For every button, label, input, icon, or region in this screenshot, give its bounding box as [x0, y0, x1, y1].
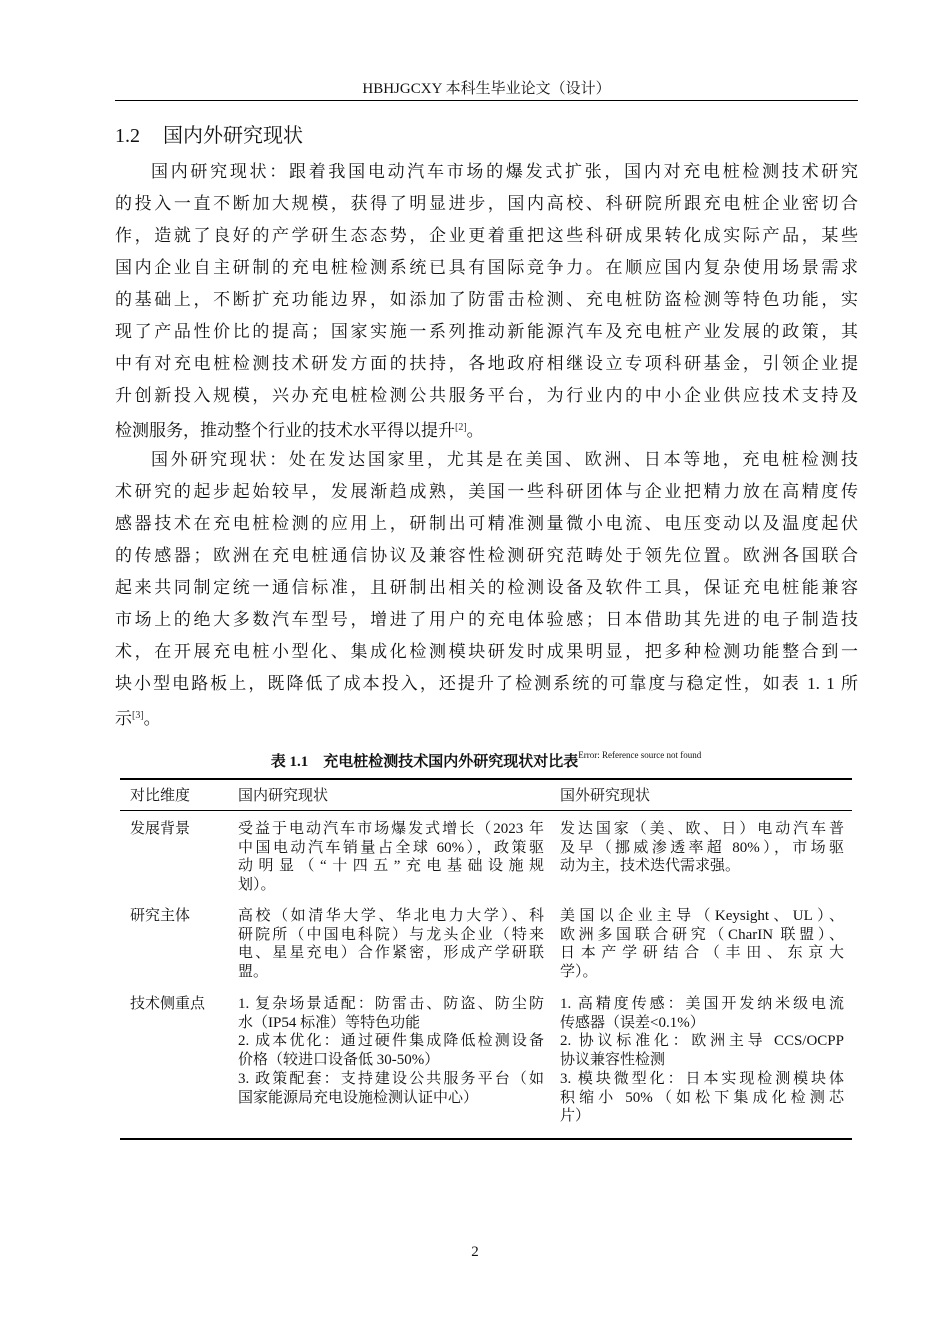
cell-domestic [238, 995, 544, 1107]
cell-line: 2. 成本优化：通过硬件集成降低检测设备 [238, 1033, 544, 1050]
section-number: 1.2 [115, 125, 140, 147]
cell-line: 及早（挪威渗透率超 80%），市场驱 [560, 839, 844, 856]
cell-line: 美国以企业主导（Keysight、UL）、 [560, 908, 844, 924]
row-dimension: 技术侧重点 [130, 996, 206, 1012]
cell-line: 3. 政策配套：支持建设公共服务平台（如 [238, 1070, 544, 1087]
cell-line: 1. 高精度传感：美国开发纳米级电流 [560, 996, 844, 1012]
cell-line: 水（IP54 标准）等特色功能 [238, 1014, 421, 1031]
cell-line: 积缩小 50%（如松下集成化检测芯 [560, 1089, 844, 1106]
paragraph-line: 作，造就了良好的产学研生态态势，企业更着重把这些科研成果转化成实际产品，某些 [115, 226, 858, 245]
paragraph-line: 中有对充电桩检测技术研发方面的扶持，各地政府相继设立专项科研基金，引领企业提 [115, 354, 858, 373]
paragraph-line: 感器技术在充电桩检测的应用上，研制出可精准测量微小电流、电压变动以及温度起伏 [115, 514, 858, 533]
paragraph-line: 检测服务，推动整个行业的技术水平得以提升[2]。 [115, 421, 484, 440]
section-title: 国内外研究现状 [163, 125, 303, 147]
row-dimension: 发展背景 [130, 821, 191, 837]
paragraph-domestic [115, 156, 858, 444]
cell-line: 高校（如清华大学、华北电力大学）、科 [238, 908, 544, 924]
cell-line: 电、星星充电）合作紧密，形成产学研联 [238, 945, 544, 962]
citation: [3] [132, 710, 144, 721]
cell-line: 研院所（中国电科院）与龙头企业（特来 [238, 926, 544, 943]
paragraph-line: 的传感器；欧洲在充电桩通信协议及兼容性检测研究范畴处于领先位置。欧洲各国联合 [115, 546, 858, 565]
cell-line: 价格（较进口设备低 30-50%） [238, 1052, 440, 1069]
cell-line: 日本产学研结合（丰田、东京大 [560, 945, 844, 962]
header-domestic: 国内研究现状 [238, 788, 329, 804]
caption-reference-error: Error: Reference source not found [578, 750, 702, 760]
paragraph-line: 现了产品性价比的提高；国家实施一系列推动新能源汽车及充电桩产业发展的政策，其 [115, 322, 858, 341]
section-heading [115, 119, 303, 148]
paragraph-line: 的基础上，不断扩充功能边界，如添加了防雷击检测、充电桩防盗检测等特色功能，实 [115, 290, 858, 309]
paragraph-line: 国内研究现状：跟着我国电动汽车市场的爆发式扩张，国内对充电桩检测技术研究 [151, 162, 858, 181]
table-header-rule [120, 810, 852, 811]
cell-domestic [238, 907, 544, 982]
table-bottom-rule [120, 1138, 852, 1140]
cell-line: 协议兼容性检测 [560, 1052, 666, 1069]
cell-domestic [238, 820, 544, 895]
cell-line: 2. 协议标准化：欧洲主导 CCS/OCPP [560, 1033, 844, 1050]
paragraph-line: 块小型电路板上，既降低了成本投入，还提升了检测系统的可靠度与稳定性，如表 1. 1 所 [115, 674, 858, 693]
paragraph-line: 国外研究现状：处在发达国家里，尤其是在美国、欧洲、日本等地，充电桩检测技 [151, 450, 858, 469]
cell-foreign [560, 820, 844, 876]
cell-line: 3. 模块微型化：日本实现检测模块体 [560, 1070, 844, 1087]
paragraph-line: 的投入一直不断加大规模，获得了明显进步，国内高校、科研院所跟充电桩企业密切合 [115, 194, 858, 213]
cell-line: 发达国家（美、欧、日）电动汽车普 [560, 821, 844, 837]
cell-line: 传感器（误差<0.1%） [560, 1014, 705, 1031]
cell-line: 片） [560, 1108, 591, 1125]
header-dimension: 对比维度 [130, 788, 191, 804]
running-header: HBHJGCXY 本科生毕业论文（设计） [362, 81, 611, 97]
cell-foreign [560, 907, 844, 982]
cell-foreign [560, 995, 844, 1126]
cell-line: 动为主，技术迭代需求强。 [560, 858, 741, 875]
paragraph-line: 起来共同制定统一通信标准，且研制出相关的检测设备及软件工具，保证充电桩能兼容 [115, 578, 858, 597]
paragraph-line: 市场上的绝大多数汽车型号，增进了用户的充电体验感；日本借助其先进的电子制造技 [115, 610, 858, 629]
cell-line: 中国电动汽车销量占全球 60%），政策驱 [238, 839, 544, 856]
paragraph-foreign [115, 444, 858, 732]
paragraph-line: 升创新投入规模，兴办充电桩检测公共服务平台，为行业内的中小企业供应技术支持及 [115, 386, 858, 405]
page-number: 2 [471, 1244, 479, 1260]
table-caption [120, 750, 852, 771]
cell-line: 学）。 [560, 964, 598, 981]
paragraph-line: 国内企业自主研制的充电桩检测系统已具有国际竞争力。在顺应国内复杂使用场景需求 [115, 258, 858, 277]
header-rule [115, 100, 858, 101]
header-foreign: 国外研究现状 [560, 788, 651, 804]
cell-line: 国家能源局充电设施检测认证中心） [238, 1089, 479, 1106]
row-dimension: 研究主体 [130, 908, 191, 924]
caption-text: 表 1.1 充电桩检测技术国内外研究现状对比表 [270, 754, 579, 770]
table-top-rule [120, 778, 852, 780]
paragraph-line: 术，在开展充电桩小型化、集成化检测模块研发时成果明显，把多种检测功能整合到一 [115, 642, 858, 661]
cell-line: 受益于电动汽车市场爆发式增长（2023 年 [238, 821, 544, 837]
cell-line: 盟。 [238, 964, 269, 981]
paragraph-line: 术研究的起步起始较早，发展渐趋成熟，美国一些科研团体与企业把精力放在高精度传 [115, 482, 858, 501]
cell-line: 划）。 [238, 877, 276, 894]
cell-line: 1. 复杂场景适配：防雷击、防盗、防尘防 [238, 996, 544, 1012]
cell-line: 欧洲多国联合研究（CharIN 联盟）、 [560, 926, 844, 943]
paragraph-line: 示[3]。 [115, 709, 161, 728]
citation: [2] [455, 422, 467, 433]
cell-line: 动明显（“十四五”充电基础设施规 [238, 858, 544, 875]
